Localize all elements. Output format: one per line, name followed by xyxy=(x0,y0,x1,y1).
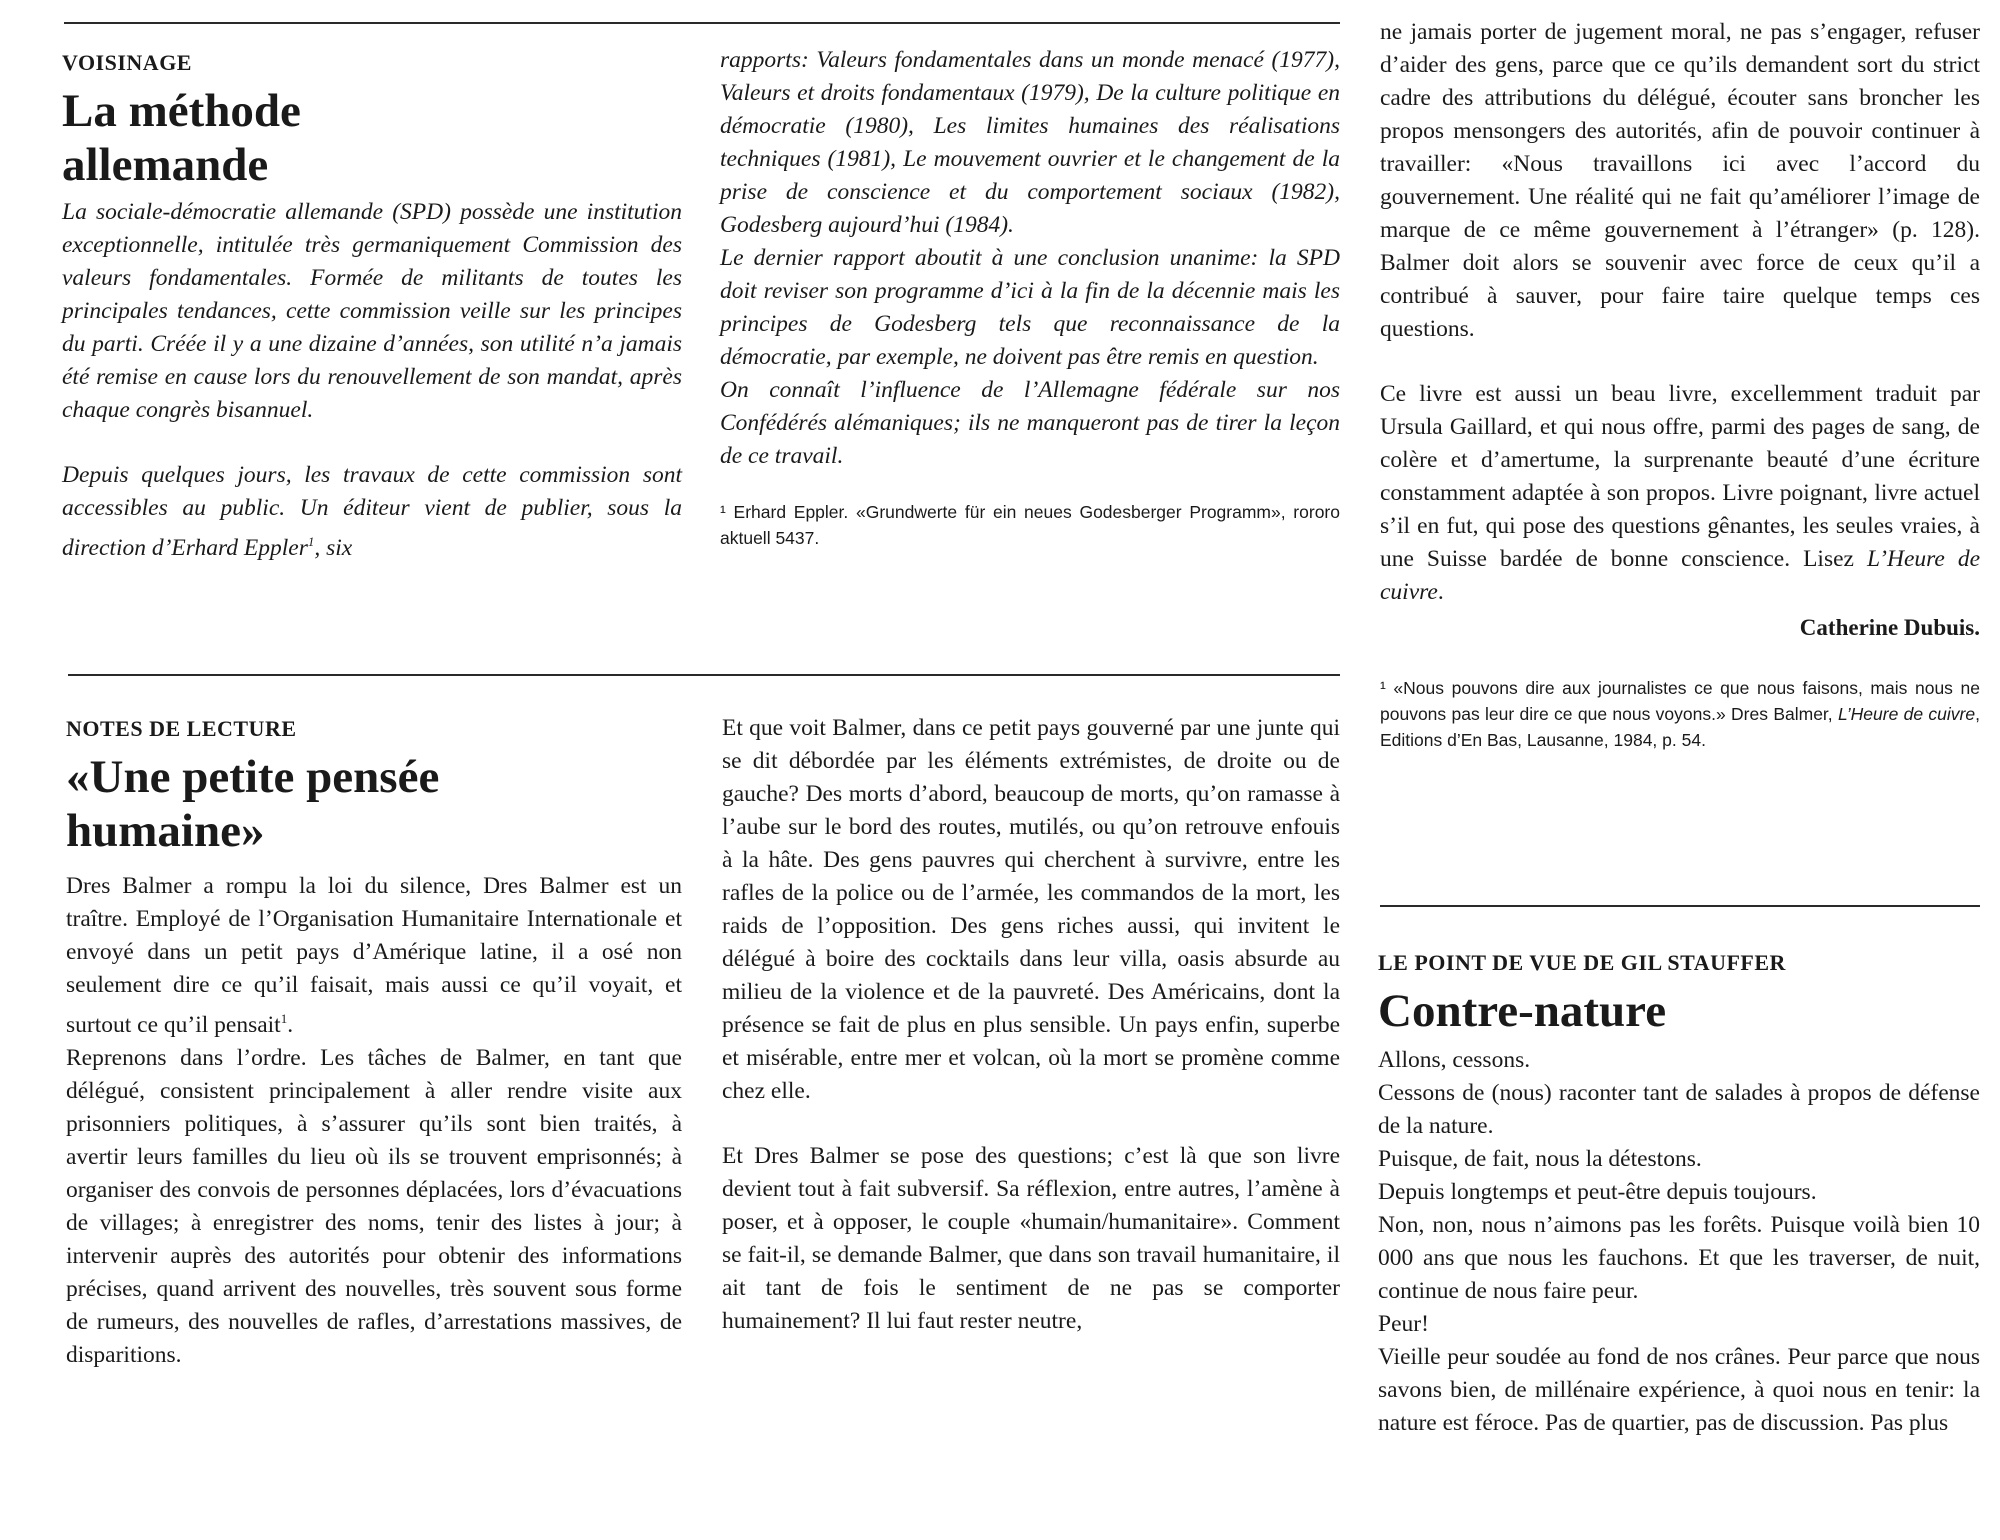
point-de-vue-line6: Peur! xyxy=(1378,1311,1429,1337)
voisinage-footnote-mark: 1 xyxy=(307,534,315,549)
notes-para1-text: Dres Balmer a rompu la loi du silence, Dres Balmer est un traître. Employé de l’Organisation Humanitaire Internationale et envoyé dans un petit pays d’Amérique latine, il a osé non seulement dire ce qu’il faisait, mais aussi ce qu’il voyait, et surtout ce qu’il pensait xyxy=(66,873,682,1038)
notes-signature: Catherine Dubuis. xyxy=(1799,615,1980,640)
voisinage-para3: rapports: Valeurs fondamentales dans un monde menacé (1977), Valeurs et droits fondamentaux (1979), De la culture politique en démocratie (1980), Les limites humaines des réalisations techniques (1981), Le mouvement ouvrier et le changement de la prise de conscience et du comportement sociaux (1982), Godesberg aujourd’hui (1984). xyxy=(720,47,1340,238)
voisinage-col2 xyxy=(720,44,1340,551)
point-de-vue-para5: Non, non, nous n’aimons pas les forêts. Puisque voilà bien 10 000 ans que nous les fauchons. Et que les traverser, de nuit, continue de nous faire peur. xyxy=(1378,1212,1980,1304)
voisinage-para1: La sociale-démocratie allemande (SPD) possède une institution exceptionnelle, intitulée très germaniquement Commission des valeurs fondamentales. Formée de militants de toutes les principales tendances, cette commission veille sur les principes du parti. Créée il y a une dizaine d’années, son utilité n’a jamais été remise en cause lors du renouvellement de son mandat, après chaque congrès bisannuel. xyxy=(62,199,682,423)
notes-para6-text: Ce livre est aussi un beau livre, excellemment traduit par Ursula Gaillard, et qui nous offre, parmi des pages de sang, de colère et d’amertume, la surprenante beauté d’une écriture constamment adaptée à son propos. Livre poignant, livre actuel s’il en fut, qui pose des questions gênantes, les seules vraies, à une Suisse bardée de bonne conscience. xyxy=(1380,381,1980,572)
point-de-vue-kicker: LE POINT DE VUE DE GIL STAUFFER xyxy=(1378,950,1786,975)
notes-footnote-book: L’Heure de cuivre xyxy=(1837,704,1976,724)
notes-para6-lisez: Lisez xyxy=(1803,546,1867,572)
voisinage-para4: Le dernier rapport aboutit à une conclusion unanime: la SPD doit reviser son programme d’ici à la fin de la décennie mais les principes de Godesberg tels que reconnaissance de la démocratie, par exemple, ne doivent pas être remis en question. xyxy=(720,245,1340,370)
notes-title-line2: humaine» xyxy=(66,805,265,857)
notes-para5: ne jamais porter de jugement moral, ne pas s’engager, refuser d’aider des gens, parce que ce qu’ils demandent sort du strict cadre des attributions du délégué, écouter sans broncher les propos mensongers des autorités, afin de pouvoir continuer à travailler: «Nous travaillons ici avec l’accord du gouvernement. Une réalité qui ne fait qu’améliorer l’image de marque de ce même gouvernement à l’étranger» (p. 128). Balmer doit alors se souvenir avec force de ceux qu’il a contribué à sauver, pour faire taire quelque temps ces questions. xyxy=(1380,19,1980,342)
notes-col2 xyxy=(722,712,1340,1338)
voisinage-footnote: ¹ Erhard Eppler. «Grundwerte für ein neues Godesberger Programm», rororo aktuell 5437. xyxy=(720,502,1340,548)
notes-col3 xyxy=(1380,16,1980,753)
notes-footnote xyxy=(1380,675,1980,753)
voisinage-title-line2: allemande xyxy=(62,139,269,191)
notes-book-title: L’Heure de cuivre xyxy=(1380,546,1980,605)
voisinage-title xyxy=(62,84,682,192)
notes-para4: Et Dres Balmer se pose des questions; c’est là que son livre devient tout à fait subversif. Sa réflexion, entre autres, l’amène à poser, et à opposer, le couple «humain/humanitaire». Comment se fait-il, se demande Balmer, que dans son travail humanitaire, il ait tant de fois le sentiment de ne pas se comporter humainement? Il lui faut rester neutre, xyxy=(722,1143,1340,1334)
notes-kicker: NOTES DE LECTURE xyxy=(66,716,297,741)
voisinage-para2-tail: , six xyxy=(314,534,353,561)
voisinage-para5: On connaît l’influence de l’Allemagne fédérale sur nos Confédérés alémaniques; ils ne manqueront pas de tirer la leçon de ce travail. xyxy=(720,377,1340,469)
point-de-vue-line3: Puisque, de fait, nous la détestons. xyxy=(1378,1146,1702,1172)
notes-title-line1: «Une petite pensée xyxy=(66,751,440,803)
voisinage-para2 xyxy=(62,459,682,565)
voisinage-kicker: VOISINAGE xyxy=(62,50,192,75)
notes-footnote-tail: , Editions d’En Bas, Lausanne, 1984, p. 54. xyxy=(1380,704,1980,750)
voisinage-col1 xyxy=(62,50,682,565)
point-de-vue-line2: Cessons de (nous) raconter tant de salades à propos de défense de la nature. xyxy=(1378,1080,1980,1139)
notes-para6 xyxy=(1380,378,1980,609)
point-de-vue-title: Contre-nature xyxy=(1378,985,1667,1037)
top-rule xyxy=(64,22,1340,24)
voisinage-para2-text: Depuis quelques jours, les travaux de cette commission sont accessibles au public. Un éditeur vient de publier, sous la direction d’Erhard Eppler xyxy=(62,462,682,561)
notes-footnote-mark: 1 xyxy=(280,1011,288,1026)
notes-title xyxy=(66,750,682,858)
point-de-vue-para7: Vieille peur soudée au fond de nos crânes. Peur parce que nous savons bien, de millénaire expérience, à quoi nous en tenir: la nature est féroce. Pas de quartier, pas de discussion. Pas plus xyxy=(1378,1344,1980,1436)
voisinage-title-line1: La méthode xyxy=(62,85,301,137)
notes-para1-tail: . xyxy=(287,1011,294,1038)
notes-para6-end: . xyxy=(1437,579,1444,605)
point-de-vue-line1: Allons, cessons. xyxy=(1378,1047,1531,1073)
notes-para3: Et que voit Balmer, dans ce petit pays gouverné par une junte qui se dit débordée par les éléments extrémistes, de droite ou de gauche? Des morts d’abord, beaucoup de morts, qu’on ramasse à l’aube sur le bord des routes, mutilés, ou qu’on retrouve enfouis à la hâte. Des gens pauvres qui cherchent à survivre, entre les rafles de la police ou de l’armée, les commandos de la mort, les raids de l’opposition. Des gens riches aussi, qui invitent le délégué à boire des cocktails dans leur villa, oasis absurde au milieu de la violence et de la pauvreté. Des Américains, dont la présence se fait de plus en plus sensible. Un pays enfin, superbe et misérable, entre mer et volcan, où la mort se promène comme chez elle. xyxy=(722,715,1340,1104)
notes-para1 xyxy=(66,870,682,1042)
right-column-rule xyxy=(1380,905,1980,907)
notes-col1 xyxy=(66,716,682,1372)
notes-para2: Reprenons dans l’ordre. Les tâches de Balmer, en tant que délégué, consistent principalement à aller rendre visite aux prisonniers politiques, à s’assurer qu’ils sont bien traités, à avertir leurs familles du lieu où ils se trouvent emprisonnés; à organiser des convois de personnes déplacées, lors d’évacuations de villages; à enregistrer des noms, tenir des listes à jour; à intervenir auprès des autorités pour obtenir des informations précises, quand arrivent des nouvelles, très souvent sous forme de rumeurs, des nouvelles de rafles, d’arrestations massives, de disparitions. xyxy=(66,1044,682,1368)
middle-rule xyxy=(68,674,1340,676)
notes-footnote-text: ¹ «Nous pouvons dire aux journalistes ce que nous faisons, mais nous ne pouvons pas leur dire ce que nous voyons.» Dres Balmer, xyxy=(1380,678,1980,724)
point-de-vue-col3 xyxy=(1378,950,1980,1440)
point-de-vue-line4: Depuis longtemps et peut-être depuis toujours. xyxy=(1378,1179,1817,1205)
